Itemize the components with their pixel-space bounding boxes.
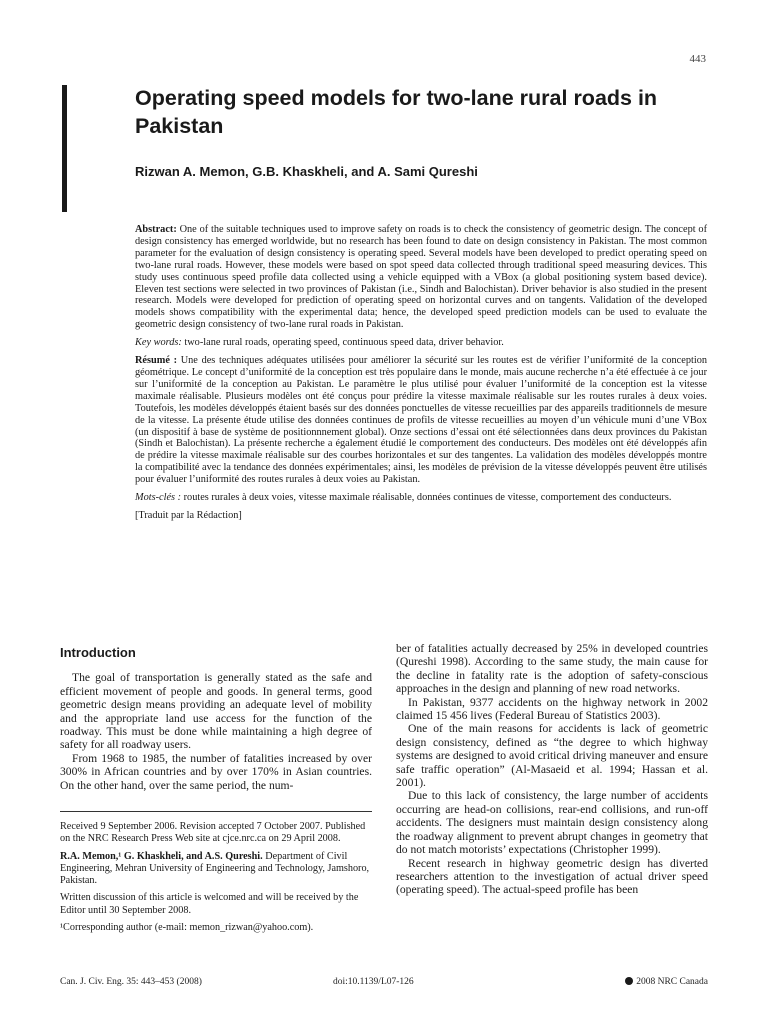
mots-cles-text: routes rurales à deux voies, vitesse maximale réalisable, données continues de vitesse, comportement des conducteurs. (181, 492, 672, 504)
doi-reference: doi:10.1139/L07-126 (333, 977, 414, 987)
mots-cles-label: Mots-clés : (135, 492, 182, 504)
corresponding-author-note: ¹Corresponding author (e-mail: memon_rizwan@yahoo.com). (60, 922, 314, 934)
resume-paragraph (135, 355, 707, 486)
body-paragraph: Due to this lack of consistency, the large number of accidents occurring are head-on collisions, rear-end collisions, and run-off accidents. The designers must maintain design consistency along the roadway alignment to prevent abrupt changes in geometry that do not match motorists’ expectations (Christopher 1999). (396, 789, 708, 857)
mots-cles-paragraph (135, 492, 707, 504)
affiliation-authors: R.A. Memon,¹ G. Khaskheli, and A.S. Qureshi. (60, 850, 263, 862)
resume-label: Résumé : (135, 355, 178, 367)
abstract-section (135, 224, 707, 528)
discussion-note: Written discussion of this article is welcomed and will be received by the Editor until 30 September 2008. (60, 892, 359, 916)
article-footnotes (60, 811, 372, 939)
journal-citation: Can. J. Civ. Eng. 35: 443–453 (2008) (60, 977, 202, 987)
affiliation-text: Department of Civil Engineering, Mehran University of Engineering and Technology, Jamshoro, Pakistan. (60, 850, 370, 887)
translation-note: [Traduit par la Rédaction] (135, 509, 242, 521)
author-list: Rizwan A. Memon, G.B. Khaskheli, and A. Sami Qureshi (135, 164, 478, 179)
abstract-paragraph (135, 224, 707, 331)
received-note: Received 9 September 2006. Revision accepted 7 October 2007. Published on the NRC Research Press Web site at cjce.nrc.ca on 29 April 2008. (60, 821, 366, 845)
body-paragraph: One of the main reasons for accidents is lack of geometric design consistency, defined as “the degree to which highway systems are designed to avoid critical driving maneuver and ensure safe traffic operation” (Al-Masaeid et al. 1994; Hassan et al. 2001). (396, 722, 708, 790)
page-number: 443 (689, 53, 706, 65)
body-paragraph: The goal of transportation is generally stated as the safe and efficient movement of people and goods. In general terms, good geometric design means providing an adequate level of mobility and the appropriate land use access for the function of the roadway. This must be done while maintaining a high degree of safety for all roadway users. (60, 671, 372, 752)
affiliation-note (60, 851, 372, 888)
keywords-label: Key words: (135, 337, 182, 349)
left-column (60, 642, 372, 792)
title-rule-bar (62, 85, 67, 212)
resume-text: Une des techniques adéquates utilisées pour améliorer la sécurité sur les routes est de vérifier l’uniformité de la conception géométrique. Le concept d’uniformité de la conception est très populaire dans le monde, mais aucune recherche n’a été effectuée à ce jour sur l’uniformité de la conception au Pakistan. Le paramètre le plus utilisé pour évaluer l’uniformité de la conception est la vitesse maximale réalisable. Plusieurs modèles ont été conçus pour prédire la vitesse maximale réalisable sur les routes rurales à deux voies. Toutefois, les modèles développés étaient basés sur des données ponctuelles de vitesse recueillies par des appareils traditionnels de mesure de la vitesse. La présente étude utilise des données continues de profils de vitesse recueillies au moyen d’un véhicule muni d’une VBox (un dispositif à base de système de positionnnement global). Onze sections d’essai ont été sélectionnées dans deux provinces du Pakistan (Sindh et Balochistan). La présente recherche a également étudié le comportement des conducteurs. Des modèles ont été développés afin de prédire la vitesse maximale réalisable sur des courbes horizontales et sur des tangentes. La validation des modèles développés montre la compatibilité avec la tendance des données expérimentales; ainsi, les modèles de prévision de la vitesse développés peuvent être utilisés pour évaluer l’uniformité des routes rurales à deux voies au Pakistan. (135, 355, 707, 486)
paper-title: Operating speed models for two-lane rural roads in Pakistan (135, 86, 658, 138)
body-paragraph: ber of fatalities actually decreased by 25% in developed countries (Qureshi 1998). According to the same study, the main cause for the decline in fatality rate is the adoption of safety-conscious approaches in the design and planning of new road networks. (396, 642, 708, 696)
copyright-notice (625, 977, 708, 987)
body-paragraph: In Pakistan, 9377 accidents on the highway network in 2002 claimed 15 456 lives (Federal Bureau of Statistics 2003). (396, 695, 708, 723)
body-paragraph: Recent research in highway geometric design has diverted researchers attention to the investigation of actual driver speed (operating speed). The actual-speed profile has been (396, 856, 708, 897)
abstract-text: One of the suitable techniques used to improve safety on roads is to check the consistency of geometric design. The concept of design consistency has emerged worldwide, but no research has been found to date on design consistency in Pakistan. The most common parameter for the evaluation of design consistency is operating speed. Several models have been developed to predict operating speed on two-lane rural roads. However, these models were based on spot speed data collected through traditional speed measuring devices. This study uses continuous speed profile data collected using a vehicle equipped with a VBox (a global positioning system based device). Eleven test sections were selected in two provinces of Pakistan (i.e., Sindh and Balochistan). Driver behavior is also studied in the present research. Models were developed for prediction of operating speed on horizontal curves and on tangents. Validation of the developed models shows compatibility with the experimental data; hence, the developed speed prediction models can be used to evaluate the geometric design consistency of two-lane rural roads in Pakistan. (135, 224, 707, 331)
body-paragraph: From 1968 to 1985, the number of fatalities increased by over 300% in African countries and by over 170% in Asian countries. On the other hand, over the same period, the num- (60, 751, 372, 792)
right-column (396, 642, 708, 897)
keywords-paragraph (135, 337, 707, 349)
copyright-icon (625, 977, 633, 985)
introduction-heading: Introduction (60, 645, 136, 660)
copyright-text: 2008 NRC Canada (636, 977, 708, 987)
keywords-text: two-lane rural roads, operating speed, continuous speed data, driver behavior. (181, 337, 504, 349)
abstract-label: Abstract: (135, 224, 177, 235)
